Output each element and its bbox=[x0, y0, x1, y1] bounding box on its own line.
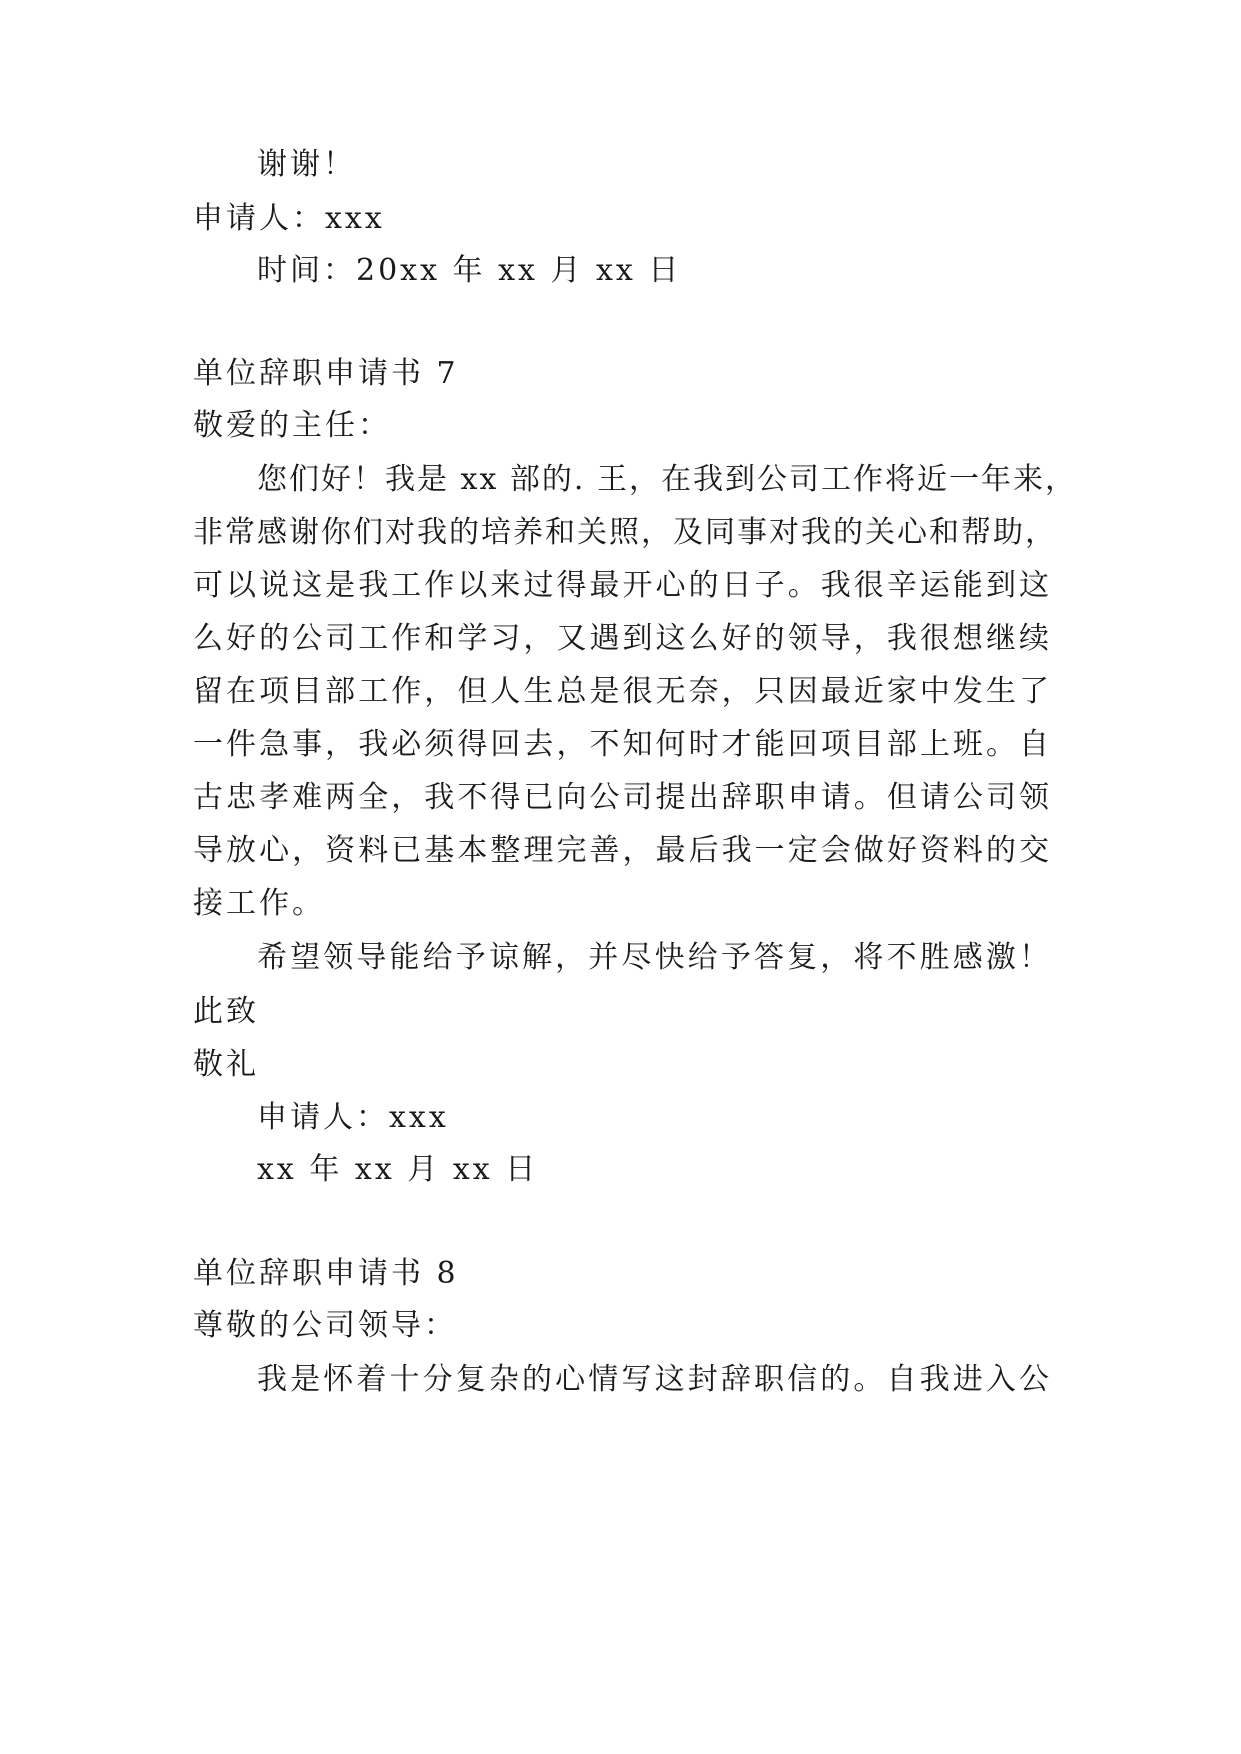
letter7-hope: 希望领导能给予谅解，并尽快给予答复，将不胜感激！ bbox=[257, 940, 1051, 975]
letter8-body-line: 我是怀着十分复杂的心情写这封辞职信的。自我进入公 bbox=[257, 1362, 1051, 1397]
letter7-body-line: 留在项目部工作，但人生总是很无奈，只因最近家中发生了 bbox=[193, 674, 1051, 709]
letter7-body-line: 古忠孝难两全，我不得已向公司提出辞职申请。但请公司领 bbox=[193, 780, 1051, 815]
letter7-applicant: 申请人：xxx bbox=[257, 1100, 449, 1135]
letter8-title: 单位辞职申请书 8 bbox=[193, 1256, 459, 1291]
letter7-body-line: 非常感谢你们对我的培养和关照，及同事对我的关心和帮助， bbox=[193, 515, 1057, 550]
letter7-closing-1: 此致 bbox=[193, 994, 259, 1029]
letter7-title: 单位辞职申请书 7 bbox=[193, 356, 459, 391]
letter8-salutation: 尊敬的公司领导： bbox=[193, 1308, 457, 1343]
applicant-line: 申请人：xxx bbox=[193, 201, 385, 236]
date-line: 时间：20xx 年 xx 月 xx 日 bbox=[257, 253, 682, 288]
letter7-date: xx 年 xx 月 xx 日 bbox=[257, 1152, 539, 1187]
letter7-body-line: 么好的公司工作和学习，又遇到这么好的领导，我很想继续 bbox=[193, 621, 1051, 656]
letter7-body-line: 导放心，资料已基本整理完善，最后我一定会做好资料的交 bbox=[193, 833, 1051, 868]
letter7-body-line: 接工作。 bbox=[193, 886, 325, 921]
letter7-body-line: 您们好！我是 xx 部的. 王，在我到公司工作将近一年来， bbox=[257, 462, 1077, 497]
letter7-salutation: 敬爱的主任： bbox=[193, 408, 391, 443]
thanks-text: 谢谢！ bbox=[257, 147, 356, 182]
letter7-body-line: 可以说这是我工作以来过得最开心的日子。我很辛运能到这 bbox=[193, 568, 1051, 603]
letter7-body-line: 一件急事，我必须得回去，不知何时才能回项目部上班。自 bbox=[193, 727, 1051, 762]
letter7-closing-2: 敬礼 bbox=[193, 1047, 259, 1082]
